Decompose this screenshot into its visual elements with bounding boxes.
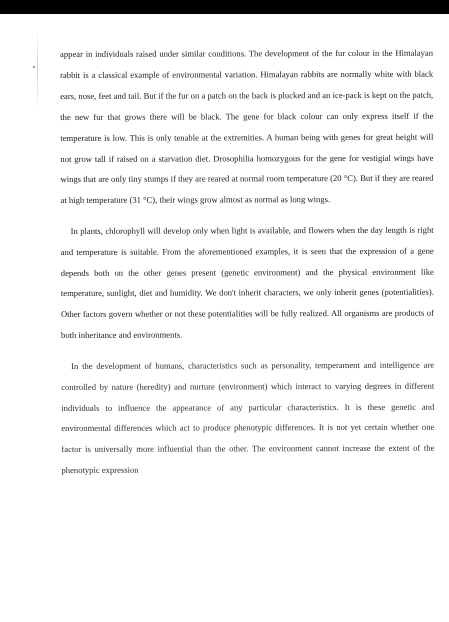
paragraph-human-development: In the development of humans, characteristics such as personality, temperament and intelligence are controlled by nature (heredity) and nurture (environment) which interact to varying degrees in different individuals to influence the appearance of any particular characteristics. It is these genetic and environmental differences which act to produce phenotypic differences. It is not yet certain whether one factor is universally more influential than the other. The environment cannot increase the extent of the phenotypic expression — [61, 359, 435, 476]
document-page — [60, 43, 435, 481]
scan-margin-mark — [37, 30, 38, 110]
paragraph-plants-gene-expression: In plants, chlorophyll will develop only when light is available, and flowers when the day length is right and temperature is suitable. From the aforementioned examples, it is seen that the expression of a gene depends both on the other genes present (genetic environment) and the physical environment like temperature, sunlight, diet and humidity. We don't inherit characters, we only inherit genes (potentialities). Other factors govern whether or not these potentialities will be fully realized. All organisms are products of both inheritance and environments. — [60, 224, 434, 341]
scan-top-border — [0, 0, 449, 14]
paragraph-environmental-variation: appear in individuals raised under similar conditions. The development of the fur colour in the Himalayan rabbit is a classical example of environmental variation. Himalayan rabbits are normally white with black ears, nose, feet and tail. But if the fur on a patch on the back is plucked and an ice-pack is kept on the patch, the new fur that grows there will be black. The gene for black colour can only express itself if the temperature is low. This is only tenable at the extremities. A human being with genes for great height will not grow tall if raised on a starvation diet. Drosophilia homozygous for the gene for vestigial wings have wings that are only tiny stumps if they are reared at normal room temperature (20 °C). But if they are reared at high temperature (31 °C), their wings grow almost as normal as long wings. — [60, 47, 434, 206]
scan-speck — [33, 66, 35, 68]
